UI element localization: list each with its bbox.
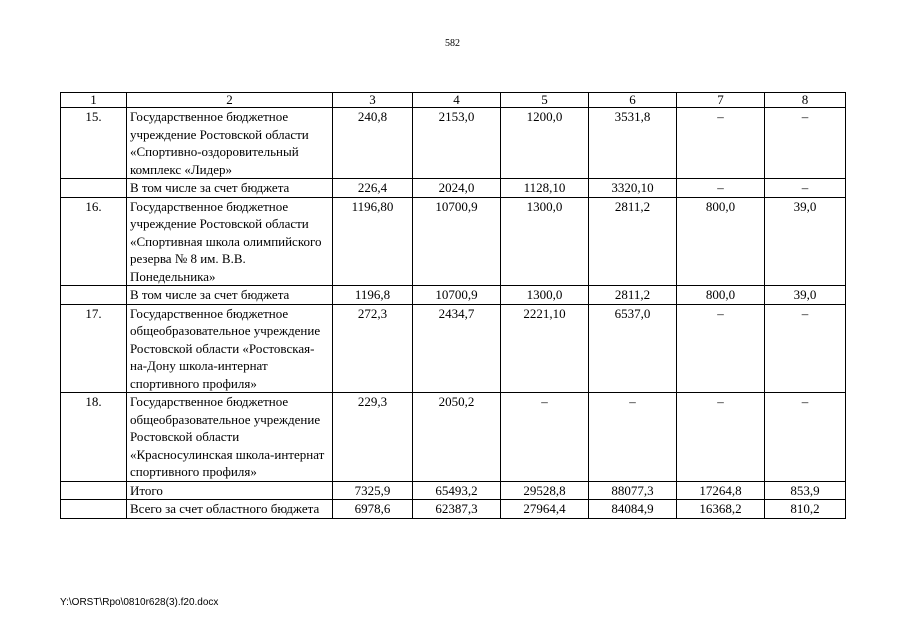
value-cell: 39,0 [765,197,846,286]
institution-name: Государственное бюджетное учреждение Ростовской области «Спортивно-оздоровительный комплекс «Лидер» [127,108,333,179]
row-number: 15. [61,108,127,179]
institution-name: Государственное бюджетное учреждение Ростовской области «Спортивная школа олимпийского резерва № 8 им. В.В. Понедельника» [127,197,333,286]
column-header: 6 [589,93,677,108]
value-cell: 226,4 [333,179,413,198]
institution-name: В том числе за счет бюджета [127,286,333,305]
page-number: 582 [445,38,460,49]
value-cell: 800,0 [677,286,765,305]
value-cell: 3320,10 [589,179,677,198]
value-cell: 6978,6 [333,500,413,519]
row-label: Всего за счет областного бюджета [127,500,333,519]
value-cell: 810,2 [765,500,846,519]
table-row [61,179,846,198]
value-cell: 2811,2 [589,286,677,305]
value-cell: 1196,80 [333,197,413,286]
column-header: 2 [127,93,333,108]
value-cell: 1200,0 [501,108,589,179]
column-header: 1 [61,93,127,108]
value-cell: – [589,393,677,482]
total-row [61,481,846,500]
value-cell: 1300,0 [501,197,589,286]
value-cell: – [677,179,765,198]
value-cell: 65493,2 [413,481,501,500]
value-cell: 800,0 [677,197,765,286]
value-cell: – [765,108,846,179]
value-cell: – [677,108,765,179]
value-cell: 10700,9 [413,286,501,305]
table-row [61,286,846,305]
table-row [61,304,846,393]
value-cell: 39,0 [765,286,846,305]
value-cell: 272,3 [333,304,413,393]
row-label: Итого [127,481,333,500]
value-cell: 16368,2 [677,500,765,519]
institution-name: Государственное бюджетное общеобразовательное учреждение Ростовской области «Красносулинская школа-интернат спортивного профиля» [127,393,333,482]
regional-budget-total-row [61,500,846,519]
value-cell: 29528,8 [501,481,589,500]
value-cell: – [501,393,589,482]
row-number [61,500,127,519]
value-cell: 2050,2 [413,393,501,482]
value-cell: 27964,4 [501,500,589,519]
column-header: 7 [677,93,765,108]
value-cell: 62387,3 [413,500,501,519]
institution-name: В том числе за счет бюджета [127,179,333,198]
value-cell: 6537,0 [589,304,677,393]
value-cell: – [677,393,765,482]
row-number [61,179,127,198]
value-cell: 7325,9 [333,481,413,500]
budget-table [60,92,846,519]
value-cell: 229,3 [333,393,413,482]
value-cell: 88077,3 [589,481,677,500]
value-cell: 2811,2 [589,197,677,286]
row-number: 16. [61,197,127,286]
table-row [61,108,846,179]
value-cell: – [765,304,846,393]
institution-name: Государственное бюджетное общеобразовательное учреждение Ростовской области «Ростовская-на-Дону школа-интернат спортивного профиля» [127,304,333,393]
value-cell: 17264,8 [677,481,765,500]
table-row [61,197,846,286]
value-cell: 853,9 [765,481,846,500]
file-path-footer: Y:\ORST\Rpo\0810r628(3).f20.docx [60,597,219,608]
value-cell: 84084,9 [589,500,677,519]
value-cell: 10700,9 [413,197,501,286]
value-cell: 1128,10 [501,179,589,198]
column-header: 3 [333,93,413,108]
value-cell: 2221,10 [501,304,589,393]
column-header: 8 [765,93,846,108]
row-number: 17. [61,304,127,393]
value-cell: 2434,7 [413,304,501,393]
column-header: 5 [501,93,589,108]
value-cell: – [677,304,765,393]
value-cell: 1196,8 [333,286,413,305]
value-cell: 2153,0 [413,108,501,179]
value-cell: 2024,0 [413,179,501,198]
value-cell: – [765,179,846,198]
column-number-row [61,93,846,108]
value-cell: 3531,8 [589,108,677,179]
value-cell: 1300,0 [501,286,589,305]
column-header: 4 [413,93,501,108]
row-number [61,286,127,305]
value-cell: – [765,393,846,482]
value-cell: 240,8 [333,108,413,179]
table-row [61,393,846,482]
row-number [61,481,127,500]
row-number: 18. [61,393,127,482]
